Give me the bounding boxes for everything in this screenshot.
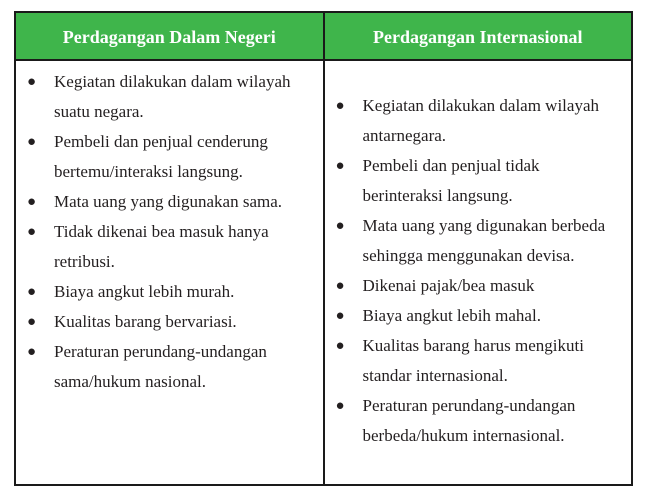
list-item [325, 391, 632, 451]
list-item-text: Kegiatan dilakukan dalam wilayah suatu negara. [54, 72, 291, 121]
bullet-list [325, 91, 632, 451]
list-item-text: Dikenai pajak/bea masuk [362, 275, 535, 295]
bullet-list [16, 67, 323, 397]
bullet-icon: ● [27, 284, 37, 300]
list-item-text: Biaya angkut lebih mahal. [362, 305, 541, 325]
list-item-text: Kualitas barang harus mengikuti standar internasional. [362, 335, 584, 385]
list-item-text: Kegiatan dilakukan dalam wilayah antarnegara. [362, 95, 599, 145]
list-item [325, 331, 632, 391]
bullet-icon: ● [335, 157, 345, 174]
list-item-text: Peraturan perundang-undangan sama/hukum nasional. [54, 342, 267, 391]
bullet-icon: ● [335, 97, 345, 114]
bullet-icon: ● [335, 337, 345, 354]
bullet-icon: ● [335, 307, 345, 324]
list-item [16, 337, 323, 397]
list-item [325, 151, 632, 211]
list-item [16, 217, 323, 277]
column-domestic-trade [16, 13, 323, 484]
list-item-text: Mata uang yang digunakan berbeda sehingga menggunakan devisa. [362, 215, 606, 265]
column-body [16, 61, 323, 484]
bullet-icon: ● [27, 194, 37, 210]
list-item [16, 187, 323, 217]
bullet-icon: ● [335, 397, 345, 414]
list-item-text: Kualitas barang bervariasi. [54, 312, 237, 331]
list-item-text: Peraturan perundang-undangan berbeda/hukum internasional. [362, 395, 576, 445]
bullet-icon: ● [27, 134, 37, 150]
list-item-text: Biaya angkut lebih murah. [54, 282, 235, 301]
comparison-table [14, 11, 633, 486]
column-header: Perdagangan Dalam Negeri [16, 13, 323, 61]
list-item-text: Pembeli dan penjual cenderung bertemu/interaksi langsung. [54, 132, 268, 181]
list-item [325, 301, 632, 331]
bullet-icon: ● [27, 224, 37, 240]
bullet-icon: ● [27, 344, 37, 360]
list-item [16, 127, 323, 187]
bullet-icon: ● [335, 277, 345, 294]
column-header: Perdagangan Internasional [325, 13, 632, 61]
bullet-icon: ● [27, 74, 37, 90]
list-item-text: Tidak dikenai bea masuk hanya retribusi. [54, 222, 269, 271]
bullet-icon: ● [335, 217, 345, 234]
list-item [16, 277, 323, 307]
bullet-icon: ● [27, 314, 37, 330]
list-item [16, 67, 323, 127]
list-item-text: Mata uang yang digunakan sama. [54, 192, 283, 211]
list-item [16, 307, 323, 337]
list-item [325, 91, 632, 151]
list-item-text: Pembeli dan penjual tidak berinteraksi langsung. [362, 155, 540, 205]
column-international-trade [323, 13, 632, 484]
list-item [325, 271, 632, 301]
list-item [325, 211, 632, 271]
column-body [325, 61, 632, 484]
